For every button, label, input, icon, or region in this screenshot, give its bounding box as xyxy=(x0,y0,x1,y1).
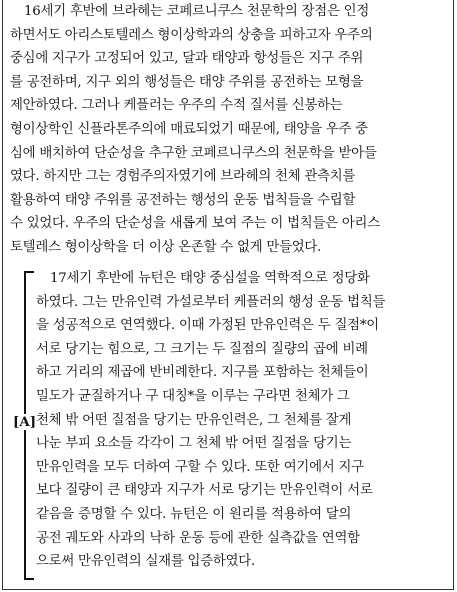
text-line: 하였다. 그는 만유인력 가설로부터 케플러의 행성 운동 법칙들 xyxy=(36,294,386,310)
text-line: 하면서도 아리스토텔레스 형이상학과의 상충을 피하고자 우주의 xyxy=(10,27,373,43)
text-line: 같음을 증명할 수 있다. 뉴턴은 이 원리를 적용하여 달의 xyxy=(36,506,352,522)
text-line: 토텔레스 형이상학을 더 이상 온존할 수 없게 만들었다. xyxy=(10,239,322,255)
text-line: 형이상학인 신플라톤주의에 매료되었기 때문에, 태양을 우주 중 xyxy=(10,121,368,137)
text-line: 중심에 지구가 고정되어 있고, 달과 태양과 항성들은 지구 주위 xyxy=(10,51,364,67)
text-line: 만유인력을 모두 더하여 구할 수 있다. 또한 여기에서 지구 xyxy=(36,459,364,475)
text-line: 나눈 부피 요소들 각각이 그 천체 밖 어떤 질점을 당기는 xyxy=(36,436,352,452)
paragraph-newton-gravitation xyxy=(36,267,448,574)
text-line: 공전 궤도와 사과의 낙하 운동 등에 관한 실측값을 연역함 xyxy=(36,530,360,546)
text-line: 서로 당기는 힘으로, 그 크기는 두 질점의 질량의 곱에 비례 xyxy=(36,341,368,357)
paragraph-brahe-kepler xyxy=(10,0,446,260)
bracket-a-bottom xyxy=(24,578,34,580)
text-line: 를 공전하며, 지구 외의 행성들은 태양 주위를 공전하는 모형을 xyxy=(10,74,364,90)
text-line: 심에 배치하여 단순성을 추구한 코페르니쿠스의 천문학을 받아들 xyxy=(10,145,377,161)
text-line: 16세기 후반에 브라헤는 코페르니쿠스 천문학의 장점은 인정 xyxy=(24,4,370,19)
text-line: 으로써 만유인력의 실재를 입증하였다. xyxy=(36,554,255,570)
text-line: 활용하여 태양 주위를 공전하는 행성의 운동 법칙들을 수립할 xyxy=(10,192,356,208)
text-line: 수 있었다. 우주의 단순성을 새롭게 보여 주는 이 법칙들은 아리스 xyxy=(10,216,380,232)
text-line: 보다 질량이 큰 태양과 지구가 서로 당기는 만유인력이 서로 xyxy=(36,483,373,499)
text-line: 천체 밖 어떤 질점을 당기는 만유인력은, 그 천체를 잘게 xyxy=(36,412,352,428)
bracket-a-label: [A] xyxy=(13,414,37,430)
text-line: 17세기 후반에 뉴턴은 태양 중심설을 역학적으로 정당화 xyxy=(50,271,370,286)
text-line: 밀도가 균질하거나 구 대칭*을 이루는 구라면 천체가 그 xyxy=(36,388,350,404)
text-line: 을 성공적으로 연역했다. 이때 가정된 만유인력은 두 질점*이 xyxy=(36,318,379,334)
text-line: 였다. 하지만 그는 경험주의자였기에 브라헤의 천체 관측치를 xyxy=(10,169,356,185)
text-line: 하고 거리의 제곱에 반비례한다. 지구를 포함하는 천체들이 xyxy=(36,365,369,381)
text-line: 제안하였다. 그러나 케플러는 우주의 수적 질서를 신봉하는 xyxy=(10,98,343,114)
